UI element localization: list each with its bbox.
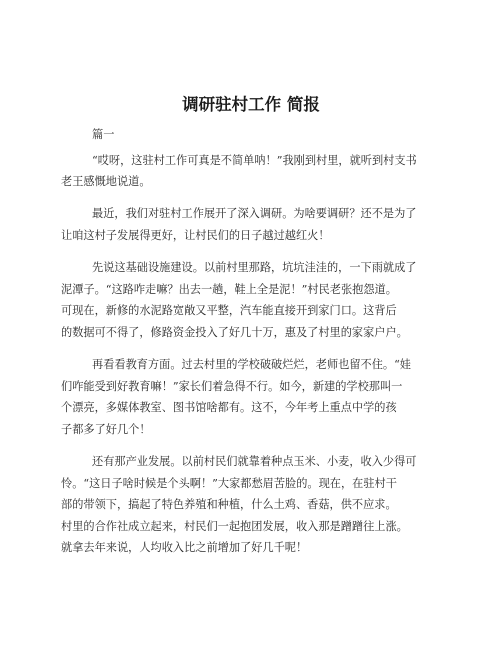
page-title: 调研驻村工作 简报 bbox=[182, 95, 320, 114]
paragraph-5-line-5: 就拿去年来说，人均收入比之前增加了好几千呢！ bbox=[61, 541, 308, 554]
paragraph-5-line-4: 村里的合作社成立起来，村民们一起抱团发展，收入那是蹭蹭往上涨。 bbox=[61, 520, 408, 533]
paragraph-5-line-3: 部的带领下，搞起了特色养殖和种植，什么土鸡、香菇，供不应求。 bbox=[61, 498, 397, 511]
paragraph-4-line-2: 们咋能受到好教育嘛！”家长们着急得不行。如今，新建的学校那叫一 bbox=[61, 380, 403, 393]
section-label: 篇一 bbox=[92, 128, 115, 141]
paragraph-2-line-2: 让咱这村子发展得更好，让村民们的日子越过越红火！ bbox=[61, 229, 330, 242]
paragraph-1-line-1: “哎呀，这驻村工作可真是不简单呐！”我刚到村里，就听到村支书 bbox=[92, 154, 417, 167]
paragraph-5-line-2: 怜。“这日子啥时候是个头啊！”大家都愁眉苦脸的。现在，在驻村干 bbox=[61, 477, 397, 490]
paragraph-3-line-4: 的数据可不得了，修路资金投入了好几十万，惠及了村里的家家户户。 bbox=[61, 326, 408, 339]
paragraph-2-line-1: 最近，我们对驻村工作展开了深入调研。为啥要调研？还不是为了 bbox=[92, 207, 417, 220]
paragraph-4-line-3: 个漂亮，多媒体教室、图书馆啥都有。这不，今年考上重点中学的孩 bbox=[61, 401, 397, 414]
paragraph-4-line-1: 再看看教育方面。过去村里的学校破破烂烂，老师也留不住。“娃 bbox=[92, 358, 411, 371]
paragraph-3-line-2: 泥潭子。“这路咋走嘛？出去一趟，鞋上全是泥！”村民老张抱怨道。 bbox=[61, 283, 397, 296]
paragraph-3-line-3: 可现在，新修的水泥路宽敞又平整，汽车能直接开到家门口。这背后 bbox=[61, 304, 397, 317]
paragraph-5-line-1: 还有那产业发展。以前村民们就靠着种点玉米、小麦，收入少得可 bbox=[92, 455, 417, 468]
paragraph-4-line-4: 子都多了好几个！ bbox=[61, 423, 151, 436]
paragraph-1-line-2: 老王感慨地说道。 bbox=[61, 175, 151, 188]
paragraph-3-line-1: 先说这基础设施建设。以前村里那路，坑坑洼洼的，一下雨就成了 bbox=[92, 261, 417, 274]
